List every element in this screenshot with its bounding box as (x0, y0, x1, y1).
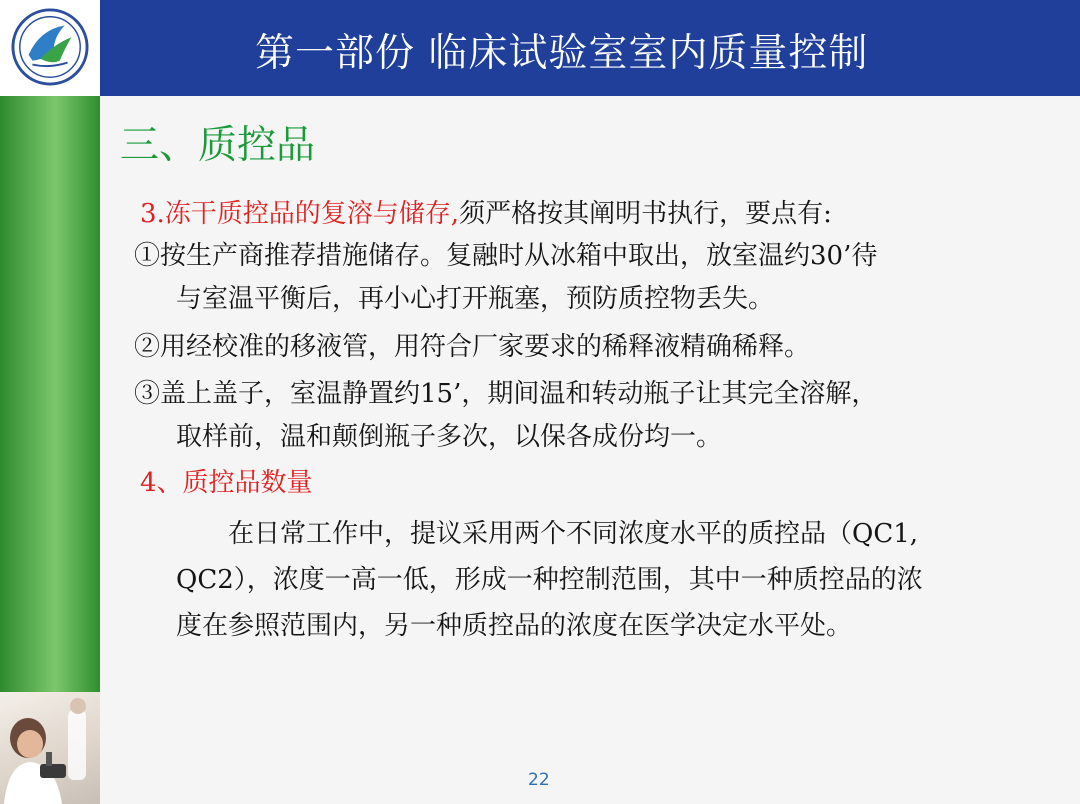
point3-line2: 取样前，温和颠倒瓶子多次，以保各成份均一。 (176, 422, 723, 452)
point1-line2: 与室温平衡后，再小心打开瓶塞，预防质控物丢失。 (176, 284, 775, 314)
swallow-emblem-icon (11, 8, 89, 86)
item3-heading: 3.冻干质控品的复溶与储存, (140, 199, 460, 229)
lab-scientist-image (0, 692, 100, 804)
slide-header-title: 第一部份 临床试验室室内质量控制 (255, 31, 869, 76)
point2-line1: ②用经校准的移液管，用符合厂家要求的稀释液精确稀释。 (134, 332, 811, 362)
item4-heading: 4、质控品数量 (140, 468, 313, 498)
item4-paragraph-line1: 在日常工作中，提议采用两个不同浓度水平的质控品（QC1, (228, 519, 919, 549)
item3-rest: 须严格按其阐明书执行，要点有: (459, 199, 832, 229)
left-decorative-bar (0, 96, 100, 692)
item4-paragraph-line3: 度在参照范围内，另一种质控品的浓度在医学决定水平处。 (176, 611, 853, 641)
point3-line1: ③盖上盖子，室温静置约15’，期间温和转动瓶子让其完全溶解， (134, 379, 878, 409)
section-title: 三、质控品 (120, 123, 316, 168)
item4-paragraph-line2: QC2），浓度一高一低，形成一种控制范围，其中一种质控品的浓 (176, 565, 923, 595)
logo-area (0, 0, 100, 96)
item3-line (140, 198, 832, 230)
page-number: 22 (528, 770, 550, 790)
lab-photo (0, 692, 100, 804)
point1-line1: ①按生产商推荐措施储存。复融时从冰箱中取出，放室温约30’待 (134, 241, 878, 271)
